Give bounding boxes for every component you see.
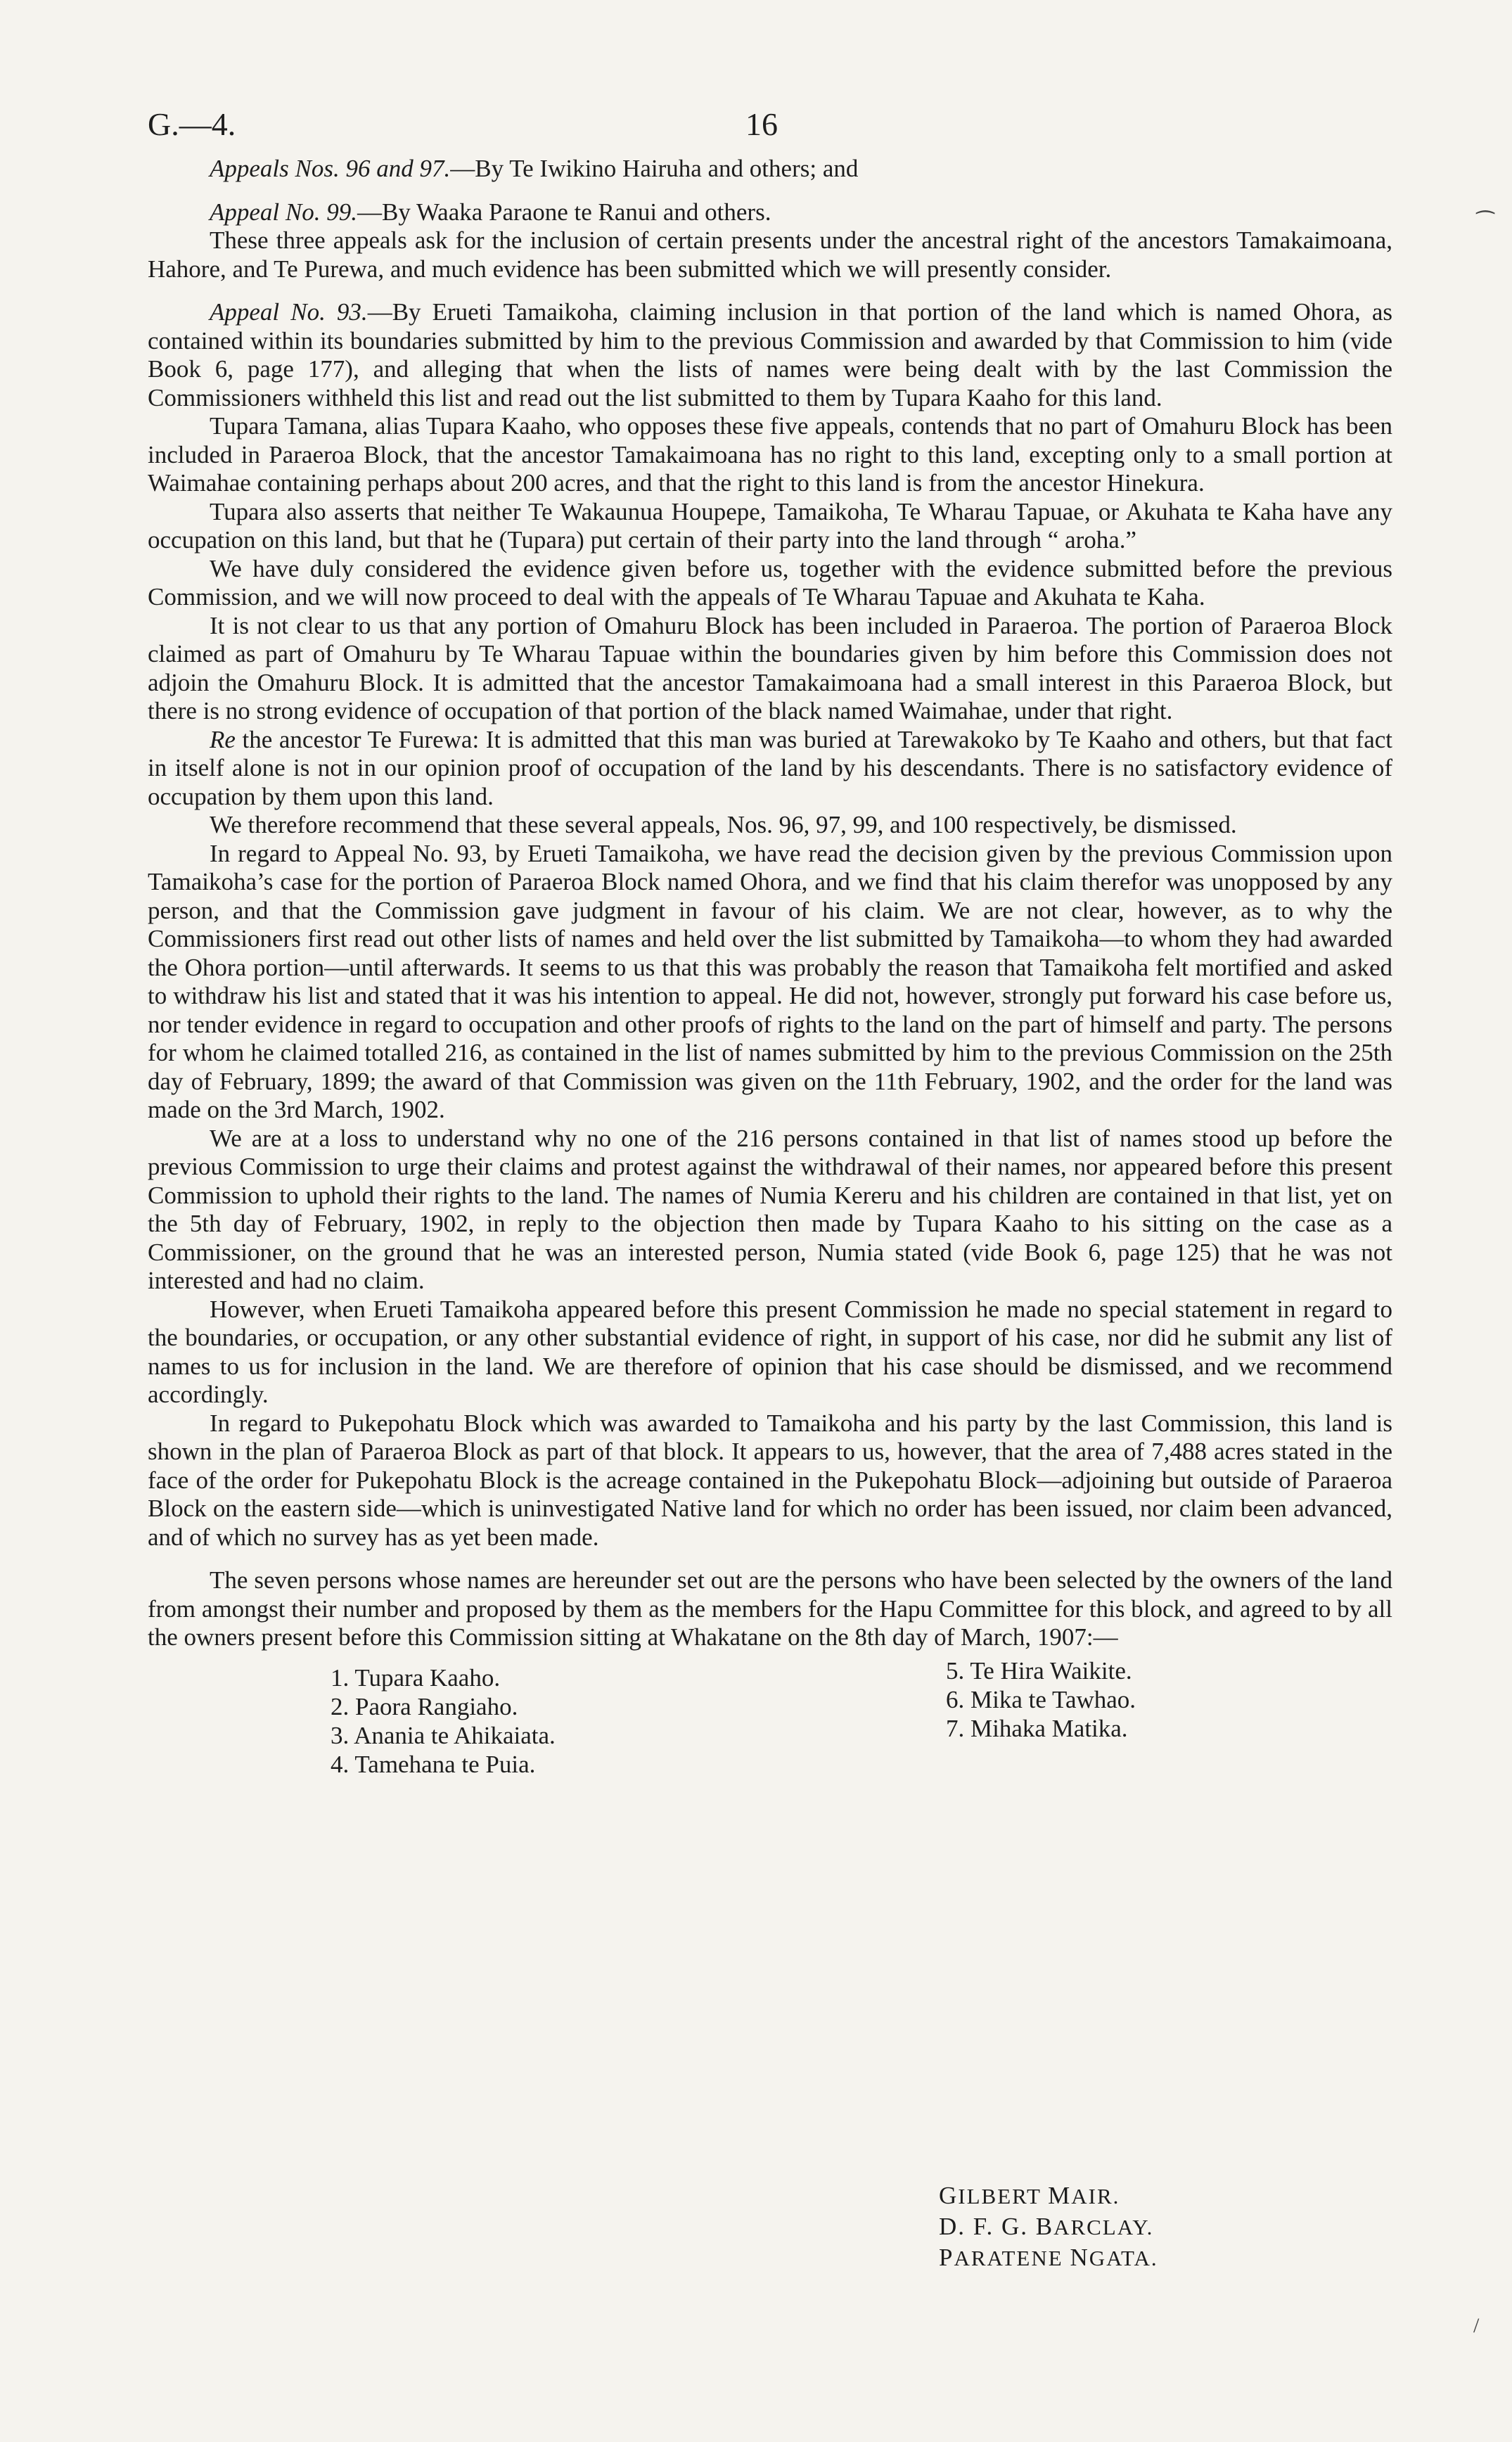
list-item: 3. Anania te Ahikaiata. xyxy=(331,1721,556,1749)
list-item: 6. Mika te Tawhao. xyxy=(946,1685,1136,1713)
list-item: 4. Tamehana te Puia. xyxy=(331,1750,536,1778)
committee-list-left xyxy=(331,1663,556,1779)
signatures xyxy=(939,2180,1158,2273)
list-item: 1. Tupara Kaaho. xyxy=(331,1663,501,1692)
list-item: 7. Mihaka Matika. xyxy=(946,1714,1128,1742)
document-page xyxy=(148,106,1392,1797)
margin-mark: ⁀ xyxy=(1477,212,1494,235)
paragraph: Appeals Nos. 96 and 97.—By Te Iwikino Hairuha and others; and xyxy=(210,155,859,182)
paragraph: Appeal No. 99.—By Waaka Paraone te Ranui and others. xyxy=(210,198,771,226)
paragraph: We therefore recommend that these several appeals, Nos. 96, 97, 99, and 100 respectively, be dismissed. xyxy=(210,811,1237,838)
list-item: 5. Te Hira Waikite. xyxy=(946,1656,1132,1685)
paragraph: Tupara Tamana, alias Tupara Kaaho, who opposes these five appeals, contends that no part of Omahuru Block has been included in Paraeroa Block, that the ancestor Tamakaimoana has no right to this land, excepting only to a small portion at Waimahae containing perhaps about 200 acres, and that the right to this land is from the ancestor Hinekura. xyxy=(148,412,1392,497)
document-body xyxy=(148,155,1392,1652)
paragraph: Re the ancestor Te Furewa: It is admitted that this man was buried at Tarewakoko by Te Kaaho and others, but that fact in itself alone is not in our opinion proof of occupation of the land by his descendants. There is no satisfactory evidence of occupation by them upon this land. xyxy=(148,725,1392,810)
committee-list-right xyxy=(946,1656,1136,1743)
document-reference: G.—4. xyxy=(148,106,236,142)
page-number: 16 xyxy=(745,106,778,142)
margin-mark: / xyxy=(1473,2314,1480,2337)
paragraph: We have duly considered the evidence given before us, together with the evidence submitted before the previous Commission, and we will now proceed to deal with the appeals of Te Wharau Tapuae and Akuhata te Kaha. xyxy=(148,554,1392,610)
signature-line: D. F. G. BARCLAY. xyxy=(939,2213,1154,2240)
signature-line: GILBERT MAIR. xyxy=(939,2182,1120,2209)
paragraph: It is not clear to us that any portion of Omahuru Block has been included in Paraeroa. The portion of Paraeroa Block claimed as part of Omahuru by Te Wharau Tapuae within the boundaries given by him before this Commission does not adjoin the Omahuru Block. It is admitted that the ancestor Tamakaimoana had a small interest in this Paraeroa Block, but there is no strong evidence of occupation of that portion of the black named Waimahae, under that right. xyxy=(148,611,1392,724)
list-item: 2. Paora Rangiaho. xyxy=(331,1692,518,1720)
committee-list xyxy=(148,1656,1392,1797)
paragraph: In regard to Pukepohatu Block which was awarded to Tamaikoha and his party by the last Commission, this land is shown in the plan of Paraeroa Block as part of that block. It appears to us, however, that the area of 7,488 acres stated in the face of the order for Pukepohatu Block is the acreage contained in the Pukepohatu Block—adjoining but outside of Paraeroa Block on the eastern side—which is uninvestigated Native land for which no order has been issued, nor claim been advanced, and of which no survey has as yet been made. xyxy=(148,1409,1392,1551)
paragraph: We are at a loss to understand why no one of the 216 persons contained in that list of names stood up before the previous Commission to urge their claims and protest against the withdrawal of their names, nor appeared before this present Commission to uphold their rights to the land. The names of Numia Kereru and his children are contained in that list, yet on the 5th day of February, 1902, in reply to the objection then made by Tupara Kaaho to his sitting on the case as a Commissioner, on the ground that he was an interested person, Numia stated (vide Book 6, page 125) that he was not interested and had no claim. xyxy=(148,1124,1392,1294)
page-header xyxy=(148,106,1392,155)
paragraph: The seven persons whose names are hereunder set out are the persons who have been selected by the owners of the land from amongst their number and proposed by them as the members for the Hapu Committee for this block, and agreed to by all the owners present before this Commission sitting at Whakatane on the 8th day of March, 1907:— xyxy=(148,1566,1392,1651)
paragraph: However, when Erueti Tamaikoha appeared before this present Commission he made no special statement in regard to the boundaries, or occupation, or any other substantial evidence of right, in support of his case, nor did he submit any list of names to us for inclusion in the land. We are therefore of opinion that his case should be dismissed, and we recommend accordingly. xyxy=(148,1295,1392,1408)
signature-line: PARATENE NGATA. xyxy=(939,2244,1158,2271)
paragraph: Appeal No. 93.—By Erueti Tamaikoha, claiming inclusion in that portion of the land which is named Ohora, as contained within its boundaries submitted by him to the previous Commission and awarded by that Commission to him (vide Book 6, page 177), and alleging that when the lists of names were being dealt with by the last Commission the Commissioners withheld this list and read out the list submitted to them by Tupara Kaaho for this land. xyxy=(148,298,1392,411)
paragraph: Tupara also asserts that neither Te Wakaunua Houpepe, Tamaikoha, Te Wharau Tapuae, or Akuhata te Kaha have any occupation on this land, but that he (Tupara) put certain of their party into the land through “ aroha.” xyxy=(148,497,1392,554)
paragraph: These three appeals ask for the inclusion of certain presents under the ancestral right of the ancestors Tamakaimoana, Hahore, and Te Purewa, and much evidence has been submitted which we will presently consider. xyxy=(148,226,1392,283)
paragraph: In regard to Appeal No. 93, by Erueti Tamaikoha, we have read the decision given by the previous Commission upon Tamaikoha’s case for the portion of Paraeroa Block named Ohora, and we find that his claim therefor was unopposed by any person, and that the Commission gave judgment in favour of his claim. We are not clear, however, as to why the Commissioners first read out other lists of names and held over the list submitted by Tamaikoha—to whom they had awarded the Ohora portion—until afterwards. It seems to us that this was probably the reason that Tamaikoha felt mortified and asked to withdraw his list and stated that it was his intention to appeal. He did not, however, strongly put forward his case before us, nor tender evidence in regard to occupation and other proofs of rights to the land on the part of himself and party. The persons for whom he claimed totalled 216, as contained in the list of names submitted by him to the previous Commission on the 25th day of February, 1899; the award of that Commission was given on the 11th February, 1902, and the order for the land was made on the 3rd March, 1902. xyxy=(148,839,1392,1123)
